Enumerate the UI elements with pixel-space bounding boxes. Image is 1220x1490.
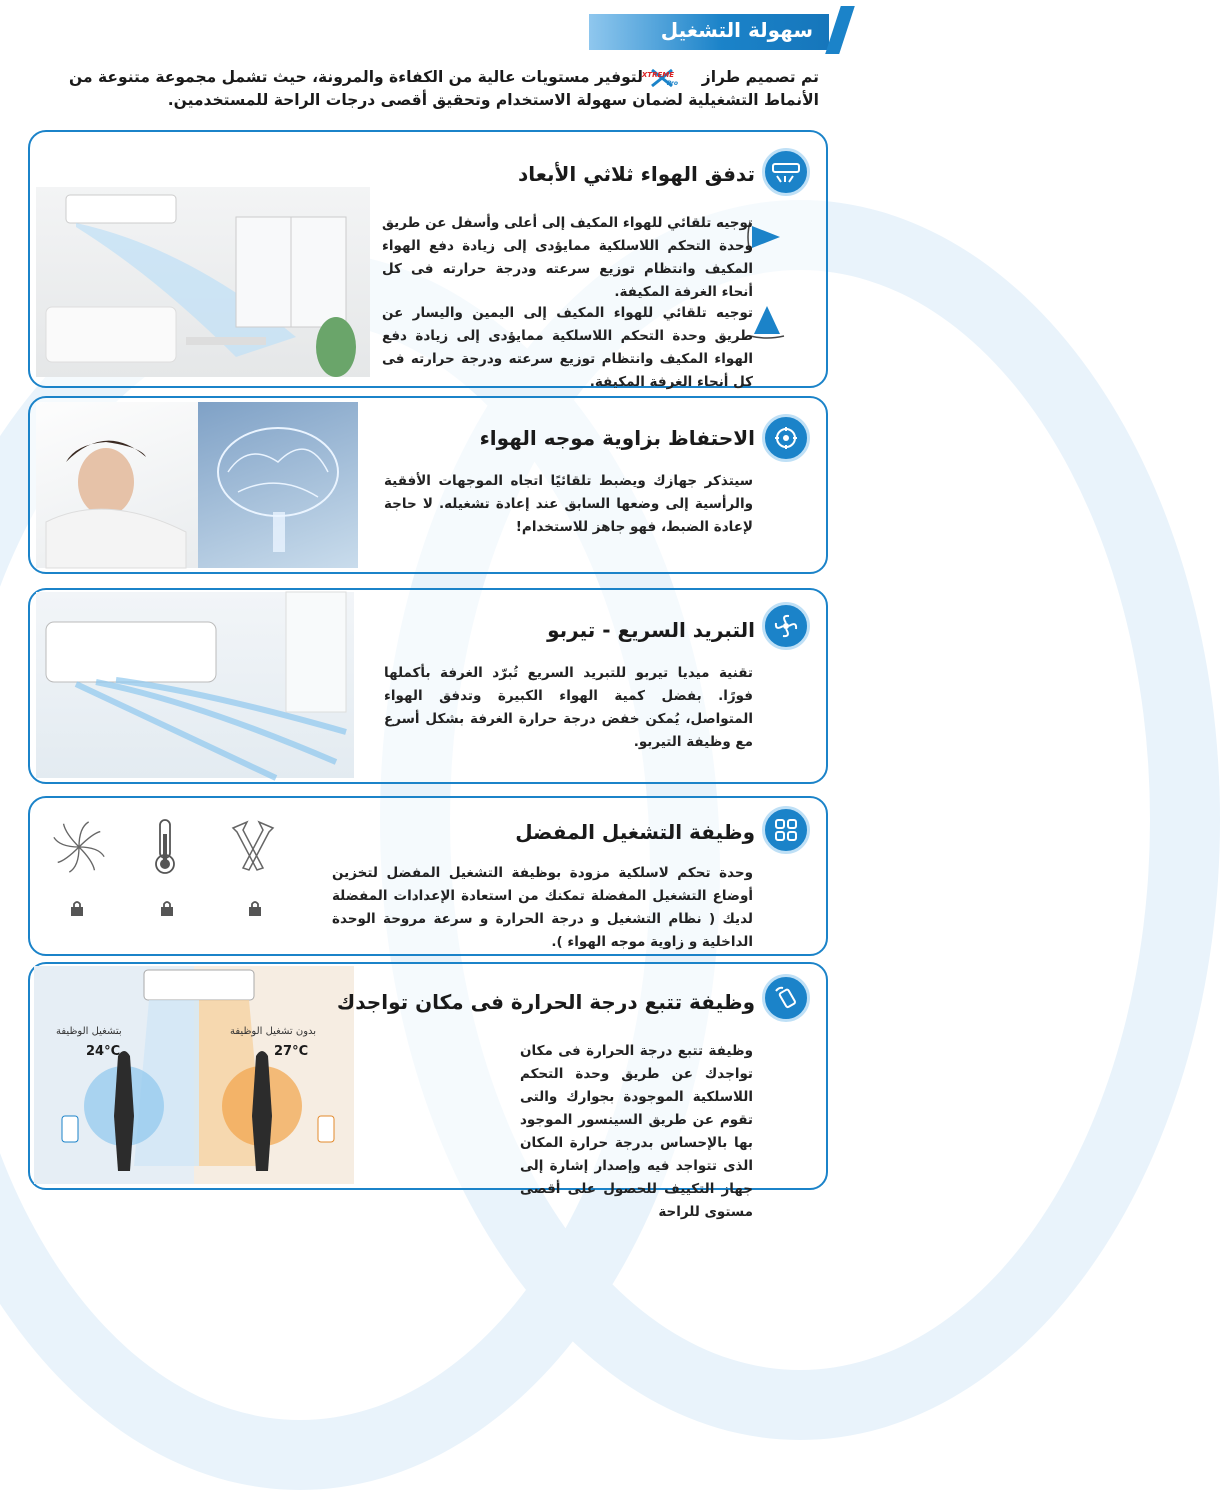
intro-before-brand: تم تصميم طراز [701,68,819,86]
feature-text: وحدة تحكم لاسلكية مزودة بوظيفة التشغيل المفضل لتخزين أوضاع التشغيل المفضلة تمكنك من استعادة الإعدادات المفضلة لديك ( نظام التشغيل و درجة الحرارة و سرعة مروحة الوحدة الداخلية و زاوية موجه الهواء ). [332,865,753,950]
ac-turbo-image [36,592,354,778]
feature-text-vertical: توجيه تلقائي للهواء المكيف إلى أعلى وأسفل عن طريق وحدة التحكم اللاسلكية ممايؤدى إلى زيادة دفع الهواء المكيف وانتظام توزيع سرعته ودرجة حرارته فى كل أنحاء الغرفة المكيفة. [382,215,753,300]
intro-after-brand: لتوفير مستويات عالية من الكفاءة والمرونة، حيث تشمل مجموعة متنوعة من الأنماط التشغيلية لضمان سهولة الاستخدام وتحقيق أقصى درجات الراحة للمستخدمين. [69,68,819,109]
lock-icon [160,900,174,916]
header-slash [825,6,855,54]
feature-title: التبريد السريع - تيربو [547,618,755,642]
with-function-temp: 24°C [86,1044,121,1059]
ac-airflow-icon [762,148,810,196]
vertical-swing-icon [748,218,786,256]
turbo-fan-icon [762,602,810,650]
horizontal-swing-icon [748,300,786,338]
thermometer-icon [150,816,180,876]
feature-title: الاحتفاظ بزاوية موجه الهواء [479,426,755,450]
page-header [0,0,859,62]
remote-sensor-icon [762,974,810,1022]
xtreme-pro-logo [642,68,696,88]
feature-title: وظيفة تتبع درجة الحرارة فى مكان تواجدك [336,990,755,1014]
living-room-image [36,187,370,377]
svg-text:Pro: Pro [667,79,679,87]
follow-me-illustration [34,966,354,1184]
brain-image [198,402,358,568]
intro-paragraph [60,66,819,112]
feature-title: تدفق الهواء ثلاثي الأبعاد [517,162,755,186]
airflow-direction-icon [222,818,284,878]
fan-speed-icon [50,818,108,876]
feature-text: تقنية ميديا تيربو للتبريد السريع تُبرّد الغرفة بأكملها فورًا. بفضل كمية الهواء الكبيرة وتدفق الهواء المتواصل، يُمكن خفض درجة حرارة الغرفة بشكل أسرع مع وظيفة التيربو. [384,665,753,750]
svg-text:XTREME: XTREME [642,70,675,79]
page-title: سهولة التشغيل [660,18,813,42]
without-function-label: بدون تشغيل الوظيفة [230,1026,317,1037]
lock-icon [248,900,262,916]
grid-squares-icon [762,806,810,854]
feature-text: سيتذكر جهازك ويضبط تلقائيًا اتجاه الموجهات الأفقية والرأسية إلى وضعها السابق عند إعادة تشغيله. لا حاجة لإعادة الضبط، فهو جاهز للاستخدام! [384,473,753,535]
brain-gear-icon [762,414,810,462]
without-function-temp: 27°C [274,1044,309,1059]
feature-text-horizontal: توجيه تلقائي للهواء المكيف إلى اليمين واليسار عن طريق وحدة التحكم اللاسلكية ممايؤدى إلى زيادة دفع الهواء المكيف وانتظام توزيع سرعته ودرجة حرارته فى كل أنحاء الغرفة المكيفة. [382,305,753,390]
feature-title: وظيفة التشغيل المفضل [515,820,755,844]
feature-text: وظيفة تتبع درجة الحرارة فى مكان تواجدك عن طريق وحدة التحكم اللاسلكية الموجودة بجوارك والتى تقوم عن طريق السينسور الموجود بها بالإحساس بدرجة حرارة المكان الذى تتواجد فيه وإصدار إشارة إلى جهاز التكييف للحصول على أقصى مستوى للراحة [520,1043,753,1220]
lock-icon [70,900,84,916]
relaxing-woman-image [36,402,198,568]
with-function-label: بتشغيل الوظيفة [56,1026,122,1037]
